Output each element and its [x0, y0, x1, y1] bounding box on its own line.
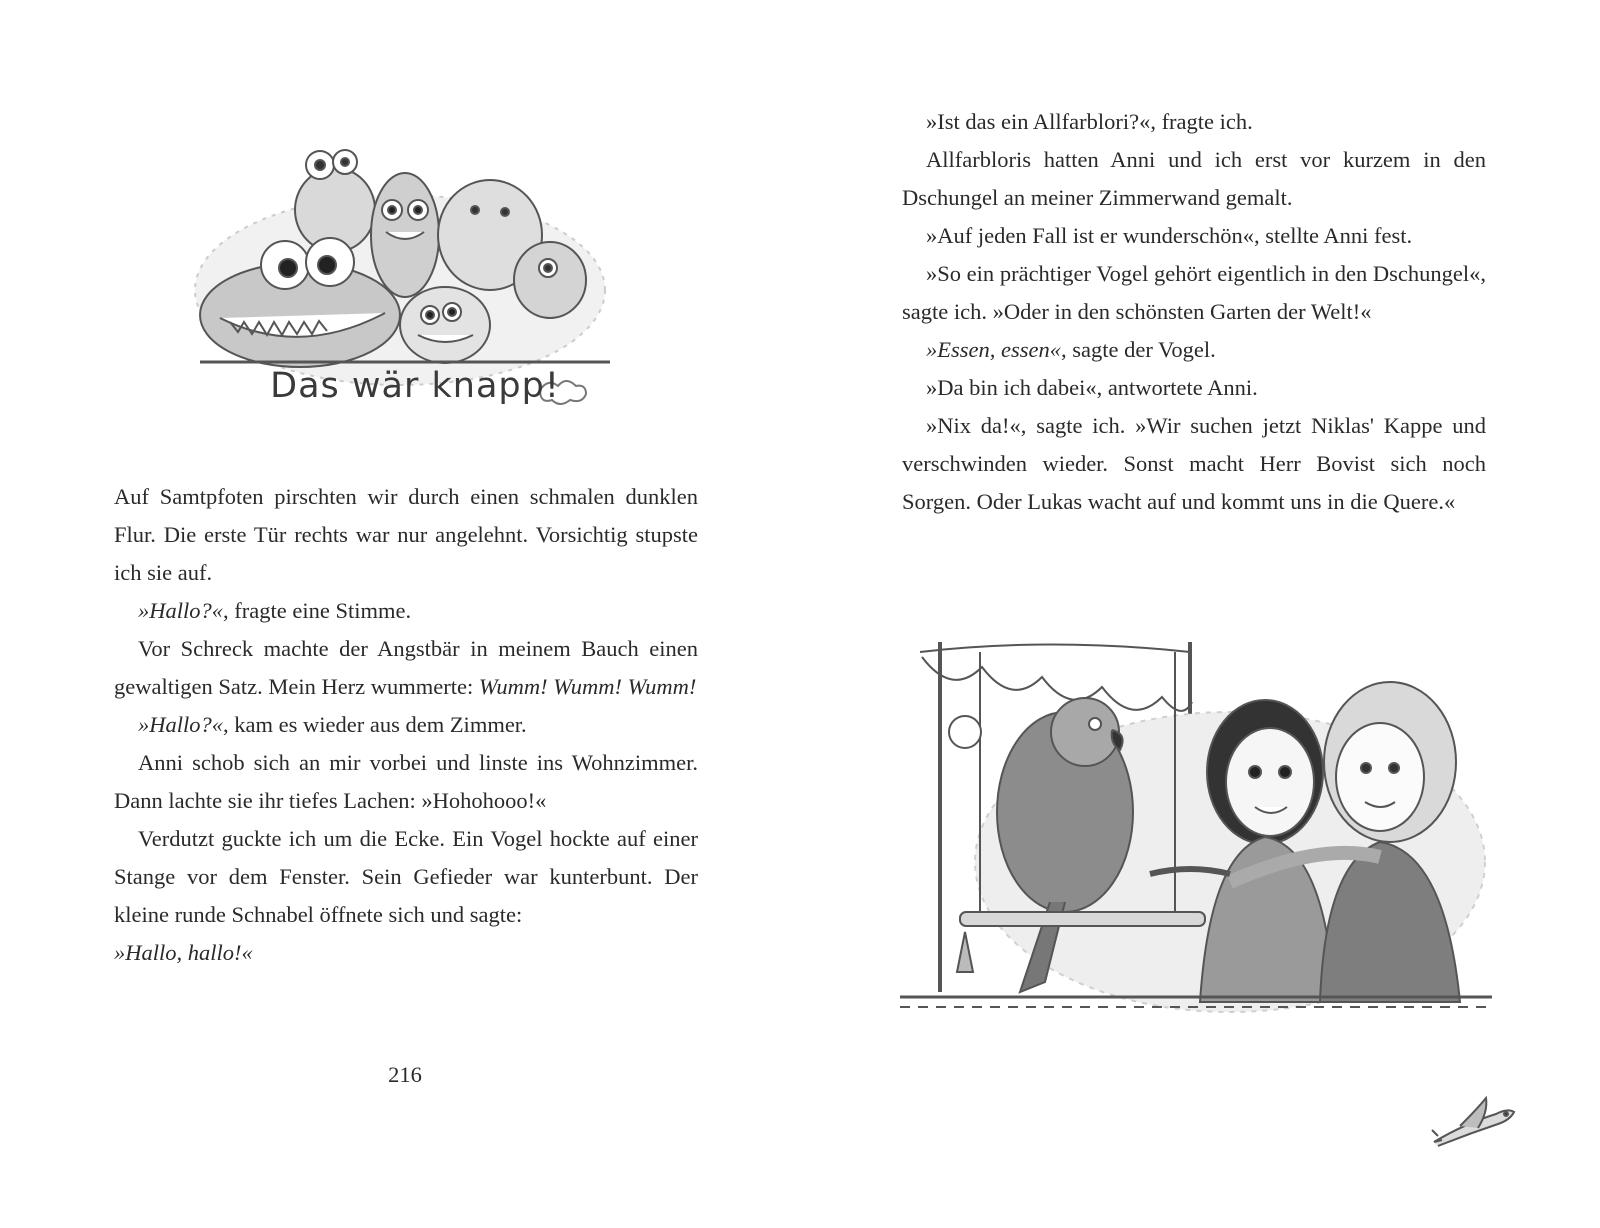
paragraph	[902, 407, 1486, 521]
flying-bird-drawing	[1430, 1092, 1520, 1152]
paragraph	[114, 630, 698, 706]
paragraph	[114, 478, 698, 592]
paragraph-text: , kam es wieder aus dem Zimmer.	[223, 712, 527, 737]
paragraph	[902, 255, 1486, 331]
paragraph	[902, 331, 1486, 369]
illustration-girls-and-parrot	[900, 612, 1492, 1032]
paragraph-italic: Wumm! Wumm! Wumm!	[478, 674, 697, 699]
page-number: 216	[388, 1062, 422, 1087]
paragraph	[114, 744, 698, 820]
paragraph	[114, 934, 698, 972]
paragraph-text: »Auf jeden Fall ist er wunderschön«, stellte Anni fest.	[926, 223, 1413, 248]
paragraph	[902, 103, 1486, 141]
paragraph-text: Auf Samtpfoten pirschten wir durch einen schmalen dunklen Flur. Die erste Tür rechts war nur angelehnt. Vorsichtig stupste ich sie auf.	[114, 484, 698, 585]
paragraph	[902, 141, 1486, 217]
paragraph	[114, 592, 698, 630]
paragraph	[902, 369, 1486, 407]
chapter-title: Das wär knapp!	[270, 366, 560, 406]
paragraph-text: »Da bin ich dabei«, antwortete Anni.	[926, 375, 1258, 400]
paragraph-text: , sagte der Vogel.	[1060, 337, 1216, 362]
paragraph	[902, 217, 1486, 255]
paragraph-text: Anni schob sich an mir vorbei und linste ins Wohnzimmer. Dann lachte sie ihr tiefes Lachen: »Hohohooo!«	[114, 750, 698, 813]
paragraph-text: Vor Schreck machte der Angstbär in meinem Bauch einen gewaltigen Satz. Mein Herz wummerte:	[114, 636, 698, 699]
paragraph-italic: »Hallo?«	[138, 598, 224, 623]
paragraph-italic: »Hallo, hallo!«	[114, 940, 253, 965]
paragraph	[114, 820, 698, 934]
paragraph-text: »Ist das ein Allfarblori?«, fragte ich.	[926, 109, 1253, 134]
chapter-illustration-monsters	[190, 140, 610, 430]
paragraph-text: Allfarbloris hatten Anni und ich erst vor kurzem in den Dschungel an meiner Zimmerwand gemalt.	[902, 147, 1486, 210]
paragraph-text: , fragte eine Stimme.	[223, 598, 412, 623]
paragraph	[114, 706, 698, 744]
girls-parrot-drawing	[900, 612, 1492, 1032]
paragraph-text: Verdutzt guckte ich um die Ecke. Ein Vogel hockte auf einer Stange vor dem Fenster. Sein Gefieder war kunterbunt. Der kleine runde Schnabel öffnete sich und sagte:	[114, 826, 698, 927]
paragraph-italic: »Essen, essen«	[926, 337, 1061, 362]
right-page	[800, 0, 1600, 1228]
small-bird-icon	[1430, 1092, 1520, 1152]
paragraph-italic: »Hallo?«	[138, 712, 224, 737]
paragraph-text: »So ein prächtiger Vogel gehört eigentlich in den Dschungel«, sagte ich. »Oder in den schönsten Garten der Welt!«	[902, 261, 1486, 324]
left-page-text	[114, 478, 698, 972]
right-page-text	[902, 103, 1486, 521]
paragraph-text: »Nix da!«, sagte ich. »Wir suchen jetzt Niklas' Kappe und verschwinden wieder. Sonst macht Herr Bovist sich noch Sorgen. Oder Lukas wacht auf und kommt uns in die Quere.«	[902, 413, 1486, 514]
